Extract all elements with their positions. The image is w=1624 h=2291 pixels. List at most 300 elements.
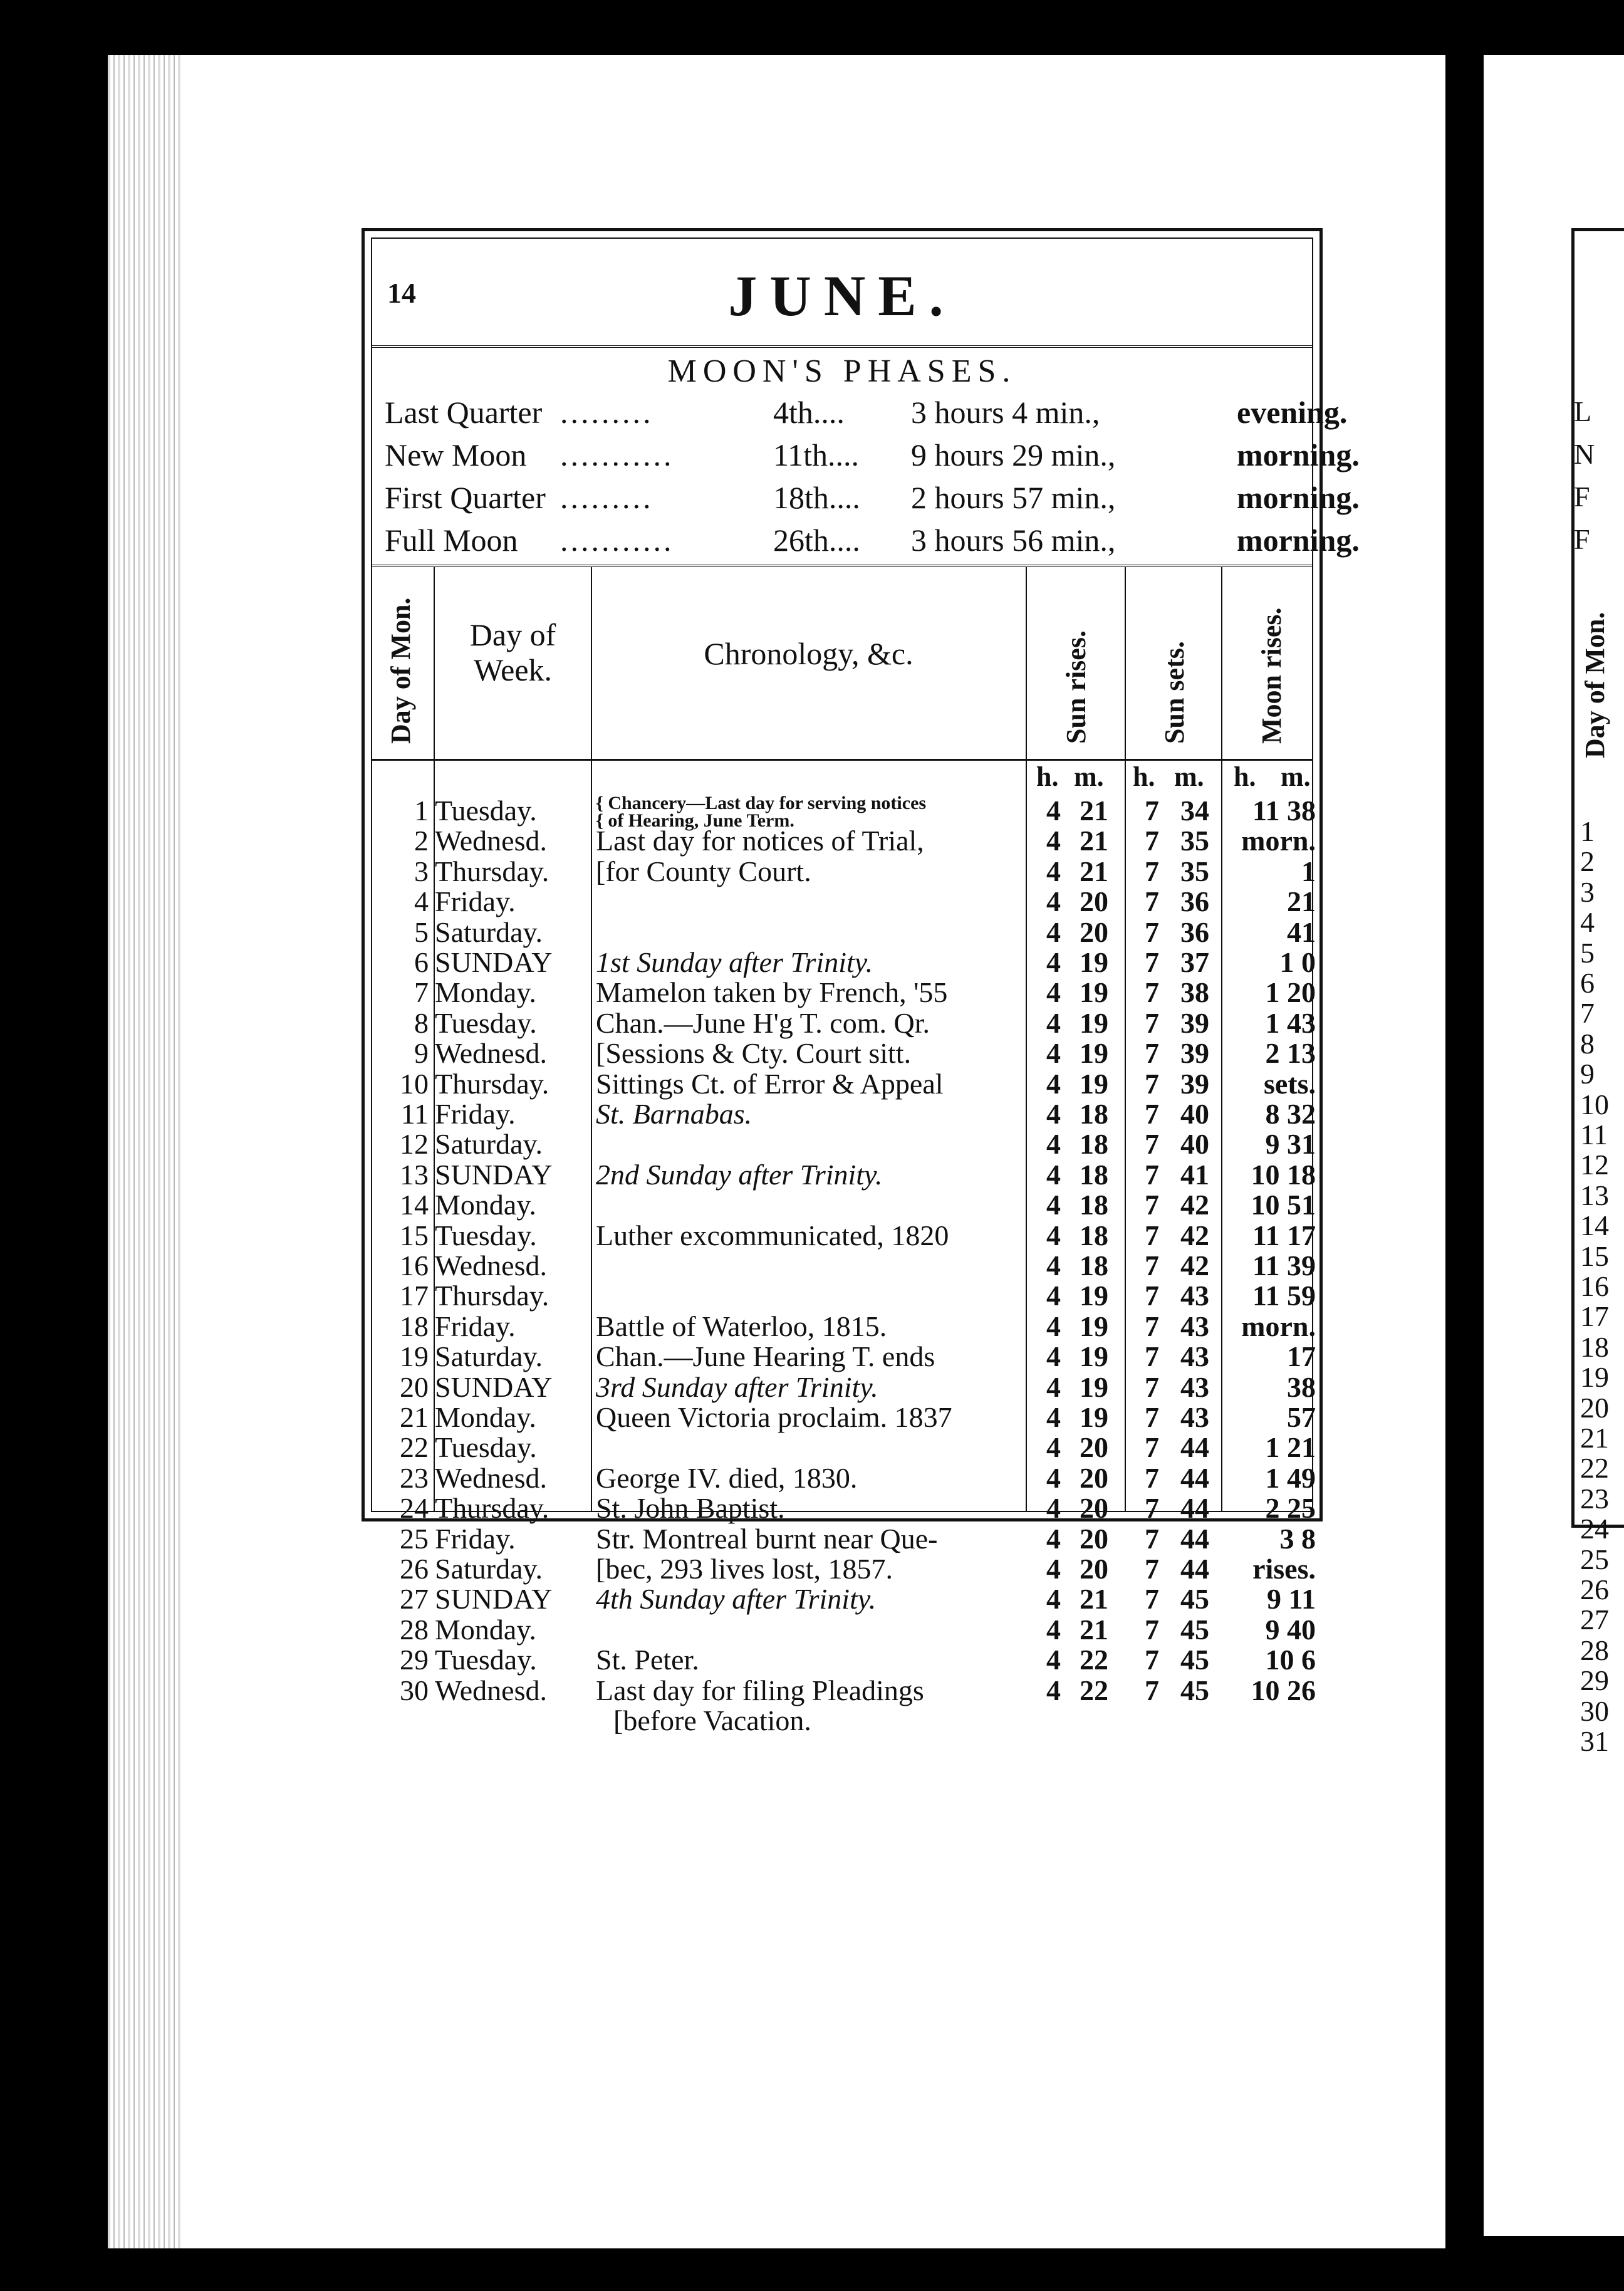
cell-ss_m: 43	[1180, 1370, 1209, 1403]
cell-sr_m: 18	[1080, 1250, 1108, 1281]
cell-day: 12	[400, 1128, 429, 1161]
cell-weekday: Friday.	[435, 1310, 516, 1342]
right-page-day-number: 6	[1580, 967, 1595, 999]
cell-sr_h: 4	[1046, 795, 1061, 827]
cell-moon: 38	[1287, 1370, 1316, 1403]
cell-sr_h: 4	[1046, 1522, 1061, 1555]
cell-sr_m: 18	[1080, 1219, 1108, 1251]
book-spine-edge	[108, 55, 183, 2248]
cell-weekday: Wednesd.	[435, 825, 547, 857]
right-page-day-number: 14	[1580, 1209, 1609, 1242]
right-page-day-number: 18	[1580, 1330, 1609, 1363]
cell-chronology: Str. Montreal burnt near Que-	[596, 1522, 938, 1555]
cell-ss_m: 42	[1180, 1219, 1209, 1251]
cell-weekday: Wednesd.	[435, 1037, 547, 1070]
moon-phase-time: 9 hours 29 min.,	[911, 437, 1116, 472]
cell-chronology-continued: { of Hearing, June Term.	[596, 810, 794, 831]
moon-rises-h-label: h.	[1234, 761, 1256, 792]
cell-ss_m: 39	[1180, 1037, 1209, 1070]
cell-ss_m: 42	[1180, 1189, 1209, 1221]
cell-weekday: Monday.	[435, 976, 536, 1009]
cell-weekday: Saturday.	[435, 1128, 543, 1161]
cell-chronology: Last day for notices of Trial,	[596, 825, 924, 857]
right-page-day-number: 10	[1580, 1088, 1609, 1120]
cell-day: 30	[400, 1674, 429, 1706]
moon-rises-header: Moon rises.	[1256, 607, 1287, 744]
cell-chronology: [for County Court.	[596, 855, 811, 887]
cell-weekday: Monday.	[435, 1613, 536, 1646]
cell-weekday: Wednesd.	[435, 1250, 547, 1281]
cell-ss_h: 7	[1145, 1674, 1159, 1706]
right-page-day-number: 5	[1580, 936, 1595, 969]
cell-moon: 11 39	[1252, 1250, 1316, 1281]
right-page-day-number: 22	[1580, 1452, 1609, 1485]
cell-day: 29	[400, 1644, 429, 1676]
cell-day: 20	[400, 1370, 429, 1403]
cell-ss_h: 7	[1145, 1037, 1159, 1070]
cell-sr_h: 4	[1046, 1613, 1061, 1646]
cell-chronology: Chan.—June H'g T. com. Qr.	[596, 1006, 930, 1039]
right-page-day-number: 9	[1580, 1058, 1595, 1090]
cell-sr_m: 19	[1080, 1310, 1108, 1342]
right-page-day-number: 2	[1580, 845, 1595, 878]
cell-day: 8	[414, 1006, 429, 1039]
cell-ss_m: 36	[1180, 916, 1209, 948]
cell-moon: rises.	[1252, 1553, 1316, 1585]
right-page-phase-initial: F	[1574, 481, 1590, 513]
right-page-phase-initial: F	[1574, 523, 1590, 555]
cell-chronology: Battle of Waterloo, 1815.	[596, 1310, 887, 1342]
cell-ss_m: 43	[1180, 1340, 1209, 1373]
cell-sr_m: 20	[1080, 916, 1108, 948]
cell-moon: 1	[1301, 855, 1316, 887]
cell-sr_m: 20	[1080, 1431, 1108, 1464]
cell-sr_m: 20	[1080, 1461, 1108, 1494]
cell-chronology: [bec, 293 lives lost, 1857.	[596, 1553, 893, 1585]
cell-day: 5	[414, 916, 429, 948]
moon-phase-row	[372, 390, 1348, 433]
cell-weekday: Tuesday.	[435, 1644, 537, 1676]
cell-sr_h: 4	[1046, 825, 1061, 857]
cell-ss_m: 39	[1180, 1067, 1209, 1100]
cell-chronology: Queen Victoria proclaim. 1837	[596, 1401, 952, 1433]
cell-sr_m: 21	[1080, 795, 1108, 827]
cell-chronology: Sittings Ct. of Error & Appeal	[596, 1067, 944, 1100]
cell-day: 13	[400, 1158, 429, 1191]
cell-ss_h: 7	[1145, 1644, 1159, 1676]
cell-moon: morn.	[1241, 825, 1316, 857]
cell-chronology: { Chancery—Last day for serving notices	[596, 793, 927, 813]
right-page-day-number: 30	[1580, 1694, 1609, 1727]
cell-chronology: George IV. died, 1830.	[596, 1461, 858, 1494]
cell-ss_h: 7	[1145, 1461, 1159, 1494]
cell-weekday: Saturday.	[435, 1553, 543, 1585]
cell-ss_h: 7	[1145, 1340, 1159, 1373]
cell-ss_h: 7	[1145, 1431, 1159, 1464]
cell-moon: 9 40	[1265, 1613, 1316, 1646]
cell-day: 22	[400, 1431, 429, 1464]
cell-moon: 10 26	[1251, 1674, 1316, 1706]
cell-sr_h: 4	[1046, 1098, 1061, 1130]
cell-day: 26	[400, 1553, 429, 1585]
page-header	[372, 239, 1312, 348]
cell-weekday: Saturday.	[435, 916, 543, 948]
cell-ss_m: 44	[1180, 1522, 1209, 1555]
cell-weekday: Thursday.	[435, 855, 549, 887]
cell-moon: 11 17	[1252, 1219, 1316, 1251]
cell-ss_h: 7	[1145, 795, 1159, 827]
cell-sr_m: 19	[1080, 1037, 1108, 1070]
cell-sr_m: 19	[1080, 1067, 1108, 1100]
right-page-day-number: 4	[1580, 906, 1595, 939]
right-page-day-number: 7	[1580, 997, 1595, 1030]
cell-day: 4	[414, 885, 429, 918]
cell-sr_h: 4	[1046, 1067, 1061, 1100]
cell-weekday: Monday.	[435, 1401, 536, 1433]
cell-ss_h: 7	[1145, 1280, 1159, 1312]
cell-sr_m: 19	[1080, 1006, 1108, 1039]
cell-moon: 9 11	[1267, 1583, 1316, 1615]
cell-ss_h: 7	[1145, 1219, 1159, 1251]
cell-sr_h: 4	[1046, 1492, 1061, 1525]
cell-ss_m: 45	[1180, 1613, 1209, 1646]
cell-day: 3	[414, 855, 429, 887]
cell-ss_h: 7	[1145, 946, 1159, 978]
cell-sr_m: 20	[1080, 1522, 1108, 1555]
cell-weekday: Tuesday.	[435, 1219, 537, 1251]
cell-ss_h: 7	[1145, 976, 1159, 1009]
cell-day: 24	[400, 1492, 429, 1525]
cell-sr_h: 4	[1046, 976, 1061, 1009]
cell-moon: 1 0	[1279, 946, 1316, 978]
almanac-inner-frame	[371, 237, 1360, 1736]
cell-sr_h: 4	[1046, 1310, 1061, 1342]
right-page-day-number: 11	[1580, 1119, 1608, 1151]
cell-ss_m: 39	[1180, 1006, 1209, 1039]
right-page-day-number: 26	[1580, 1573, 1609, 1605]
cell-weekday: Thursday.	[435, 1280, 549, 1312]
cell-sr_h: 4	[1046, 1583, 1061, 1615]
month-title: JUNE.	[728, 264, 956, 328]
cell-sr_m: 19	[1080, 1401, 1108, 1433]
cell-moon: 8 32	[1265, 1098, 1316, 1130]
cell-sr_m: 18	[1080, 1098, 1108, 1130]
cell-ss_m: 45	[1180, 1674, 1209, 1706]
cell-ss_h: 7	[1145, 1370, 1159, 1403]
cell-moon: 10 6	[1265, 1644, 1316, 1676]
right-page-day-number: 15	[1580, 1239, 1609, 1272]
right-page-day-number: 25	[1580, 1543, 1609, 1575]
cell-chronology: St. John Baptist.	[596, 1492, 785, 1525]
cell-sr_h: 4	[1046, 1461, 1061, 1494]
moon-phase-dots: ...........	[560, 437, 674, 472]
cell-weekday: Tuesday.	[435, 795, 537, 827]
cell-ss_m: 41	[1180, 1158, 1209, 1191]
cell-day: 2	[414, 825, 429, 857]
cell-day: 19	[400, 1340, 429, 1373]
cell-moon: 1 21	[1265, 1431, 1316, 1464]
cell-sr_m: 19	[1080, 1280, 1108, 1312]
cell-ss_m: 43	[1180, 1310, 1209, 1342]
right-page-day-number: 17	[1580, 1300, 1609, 1333]
cell-sr_h: 4	[1046, 1250, 1061, 1281]
day-of-week-header: Day of Week.	[469, 617, 556, 687]
cell-weekday: Friday.	[435, 1522, 516, 1555]
cell-weekday: Wednesd.	[435, 1674, 547, 1706]
cell-ss_h: 7	[1145, 1522, 1159, 1555]
cell-sr_m: 20	[1080, 885, 1108, 918]
cell-moon: 9 31	[1265, 1128, 1316, 1161]
cell-day: 7	[414, 976, 429, 1009]
moon-phase-row	[372, 518, 1360, 561]
cell-moon: 11 38	[1252, 795, 1316, 827]
cell-weekday: Tuesday.	[435, 1431, 537, 1464]
cell-sr_h: 4	[1046, 1674, 1061, 1706]
cell-chronology: 3rd Sunday after Trinity.	[596, 1370, 878, 1403]
cell-sr_m: 18	[1080, 1189, 1108, 1221]
cell-weekday: SUNDAY	[435, 1370, 553, 1403]
cell-sr_h: 4	[1046, 885, 1061, 918]
right-page-day-number: 31	[1580, 1725, 1609, 1757]
right-page-day-number: 19	[1580, 1361, 1609, 1394]
moon-phases	[372, 349, 1360, 567]
right-page-day-number: 8	[1580, 1027, 1595, 1060]
cell-chronology: [Sessions & Cty. Court sitt.	[596, 1037, 912, 1070]
cell-ss_m: 44	[1180, 1553, 1209, 1585]
cell-day: 17	[400, 1280, 429, 1312]
moon-phase-part: evening.	[1237, 395, 1348, 430]
moon-phase-dots: ...........	[560, 523, 674, 558]
right-page-day-number: 13	[1580, 1179, 1609, 1211]
moon-phases-title: MOON'S PHASES.	[667, 353, 1017, 389]
cell-moon: 1 20	[1265, 976, 1316, 1009]
cell-ss_h: 7	[1145, 1613, 1159, 1646]
cell-moon: 1 43	[1265, 1006, 1316, 1039]
cell-ss_h: 7	[1145, 1158, 1159, 1191]
sun-rises-m-label: m.	[1074, 761, 1104, 792]
cell-ss_h: 7	[1145, 1492, 1159, 1525]
cell-day: 9	[414, 1037, 429, 1070]
cell-chronology: 2nd Sunday after Trinity.	[596, 1158, 883, 1191]
cell-day: 6	[414, 946, 429, 978]
cell-moon: 2 25	[1265, 1492, 1316, 1525]
cell-sr_h: 4	[1046, 946, 1061, 978]
cell-weekday: Tuesday.	[435, 1006, 537, 1039]
cell-moon: 10 18	[1251, 1158, 1316, 1191]
cell-sr_h: 4	[1046, 855, 1061, 887]
moon-phase-day: 11th....	[773, 437, 860, 472]
cell-ss_h: 7	[1145, 1553, 1159, 1585]
cell-sr_m: 19	[1080, 946, 1108, 978]
cell-weekday: Thursday.	[435, 1067, 549, 1100]
cell-ss_h: 7	[1145, 1128, 1159, 1161]
cell-day: 21	[400, 1401, 429, 1433]
cell-moon: sets.	[1263, 1067, 1316, 1100]
cell-ss_h: 7	[1145, 1189, 1159, 1221]
cell-chronology: Last day for filing Pleadings	[596, 1674, 924, 1706]
moon-phase-part: morning.	[1237, 480, 1360, 515]
cell-day: 10	[400, 1067, 429, 1100]
cell-sr_h: 4	[1046, 1280, 1061, 1312]
moon-phase-name: New Moon	[385, 437, 527, 472]
cell-sr_h: 4	[1046, 1037, 1061, 1070]
cell-sr_m: 19	[1080, 1340, 1108, 1373]
moon-phase-part: morning.	[1237, 523, 1360, 558]
cell-sr_h: 4	[1046, 1219, 1061, 1251]
cell-chronology: Luther excommunicated, 1820	[596, 1219, 949, 1251]
calendar-table	[372, 567, 1316, 1736]
cell-ss_m: 40	[1180, 1098, 1209, 1130]
cell-ss_m: 37	[1180, 946, 1209, 978]
cell-chronology: Chan.—June Hearing T. ends	[596, 1340, 935, 1373]
cell-moon: 10 51	[1251, 1189, 1316, 1221]
right-page-day-number: 12	[1580, 1149, 1609, 1181]
cell-ss_m: 35	[1180, 855, 1209, 887]
cell-weekday: SUNDAY	[435, 1158, 553, 1191]
right-page-day-number: 23	[1580, 1482, 1609, 1515]
right-page-day-number: 1	[1580, 815, 1595, 847]
moon-phase-name: Full Moon	[385, 523, 518, 558]
cell-weekday: Monday.	[435, 1189, 536, 1221]
cell-moon: morn.	[1241, 1310, 1316, 1342]
moon-phase-time: 3 hours 56 min.,	[911, 523, 1116, 558]
right-page-day-number: 24	[1580, 1513, 1609, 1545]
cell-ss_h: 7	[1145, 825, 1159, 857]
cell-sr_m: 22	[1080, 1674, 1108, 1706]
moon-phase-day: 18th....	[773, 480, 860, 515]
right-page-day-number: 20	[1580, 1391, 1609, 1424]
right-page-phase-initial: N	[1574, 438, 1595, 470]
cell-ss_m: 40	[1180, 1128, 1209, 1161]
cell-ss_m: 43	[1180, 1401, 1209, 1433]
cell-sr_m: 21	[1080, 1613, 1108, 1646]
cell-chronology: Mamelon taken by French, '55	[596, 976, 948, 1009]
cell-ss_m: 44	[1180, 1461, 1209, 1494]
cell-ss_m: 42	[1180, 1250, 1209, 1281]
cell-sr_h: 4	[1046, 1553, 1061, 1585]
cell-day: 27	[400, 1583, 429, 1615]
cell-ss_m: 38	[1180, 976, 1209, 1009]
cell-ss_m: 45	[1180, 1583, 1209, 1615]
cell-moon: 41	[1287, 916, 1316, 948]
almanac-frame	[362, 228, 1360, 1736]
right-page-day-number: 21	[1580, 1422, 1609, 1454]
cell-ss_m: 36	[1180, 885, 1209, 918]
cell-sr_h: 4	[1046, 1189, 1061, 1221]
cell-sr_m: 19	[1080, 976, 1108, 1009]
moon-phase-dots: .........	[560, 480, 653, 515]
cell-sr_h: 4	[1046, 1128, 1061, 1161]
cell-sr_m: 21	[1080, 825, 1108, 857]
right-page-day-header: Day of Mon.	[1580, 612, 1610, 758]
table-row	[372, 1674, 1316, 1736]
page-number: 14	[387, 277, 416, 309]
moon-phase-time: 3 hours 4 min.,	[911, 395, 1100, 430]
cell-chronology: 4th Sunday after Trinity.	[596, 1583, 877, 1615]
cell-sr_h: 4	[1046, 1158, 1061, 1191]
cell-weekday: SUNDAY	[435, 946, 553, 978]
cell-moon: 57	[1287, 1401, 1316, 1433]
cell-weekday: Friday.	[435, 885, 516, 918]
moon-phase-time: 2 hours 57 min.,	[911, 480, 1116, 515]
cell-sr_h: 4	[1046, 1644, 1061, 1676]
cell-sr_m: 20	[1080, 1553, 1108, 1585]
cell-ss_m: 45	[1180, 1644, 1209, 1676]
cell-weekday: SUNDAY	[435, 1583, 553, 1615]
sun-rises-header: Sun rises.	[1061, 630, 1091, 744]
cell-chronology: 1st Sunday after Trinity.	[596, 946, 873, 978]
cell-chronology-continued: [before Vacation.	[613, 1704, 811, 1736]
cell-moon: 2 13	[1265, 1037, 1316, 1070]
cell-ss_h: 7	[1145, 916, 1159, 948]
cell-day: 16	[400, 1250, 429, 1281]
cell-day: 1	[414, 795, 429, 827]
hours-minutes-row	[372, 759, 1312, 792]
cell-sr_h: 4	[1046, 1370, 1061, 1403]
cell-ss_h: 7	[1145, 1067, 1159, 1100]
right-page-day-number: 27	[1580, 1604, 1609, 1636]
cell-sr_h: 4	[1046, 1340, 1061, 1373]
day-of-month-header: Day of Mon.	[385, 597, 416, 744]
cell-weekday: Thursday.	[435, 1492, 549, 1525]
sun-rises-h-label: h.	[1036, 761, 1059, 792]
sun-sets-m-label: m.	[1174, 761, 1204, 792]
cell-day: 28	[400, 1613, 429, 1646]
cell-weekday: Wednesd.	[435, 1461, 547, 1494]
cell-sr_m: 18	[1080, 1158, 1108, 1191]
cell-ss_h: 7	[1145, 1098, 1159, 1130]
chronology-header: Chronology, &c.	[704, 636, 914, 671]
cell-ss_m: 44	[1180, 1492, 1209, 1525]
moon-phase-name: Last Quarter	[385, 395, 543, 430]
cell-sr_m: 18	[1080, 1128, 1108, 1161]
right-page-phase-initial: L	[1574, 395, 1592, 427]
moon-phase-row	[372, 433, 1360, 476]
cell-ss_h: 7	[1145, 1401, 1159, 1433]
cell-moon: 21	[1287, 885, 1316, 918]
cell-ss_m: 43	[1180, 1280, 1209, 1312]
right-page-day-number: 16	[1580, 1270, 1609, 1302]
cell-ss_h: 7	[1145, 1310, 1159, 1342]
cell-ss_h: 7	[1145, 1006, 1159, 1039]
cell-chronology: St. Barnabas.	[596, 1098, 752, 1130]
cell-sr_h: 4	[1046, 1401, 1061, 1433]
cell-day: 18	[400, 1310, 429, 1342]
right-page-day-number: 29	[1580, 1664, 1609, 1697]
sun-sets-h-label: h.	[1133, 761, 1155, 792]
cell-sr_h: 4	[1046, 1006, 1061, 1039]
moon-phase-day: 26th....	[773, 523, 860, 558]
cell-sr_m: 19	[1080, 1370, 1108, 1403]
cell-moon: 3 8	[1279, 1522, 1316, 1555]
cell-sr_h: 4	[1046, 1431, 1061, 1464]
cell-sr_m: 21	[1080, 1583, 1108, 1615]
cell-day: 14	[400, 1189, 429, 1221]
cell-sr_h: 4	[1046, 916, 1061, 948]
cell-day: 23	[400, 1461, 429, 1494]
cell-ss_h: 7	[1145, 1250, 1159, 1281]
cell-day: 25	[400, 1522, 429, 1555]
cell-weekday: Saturday.	[435, 1340, 543, 1373]
cell-ss_h: 7	[1145, 885, 1159, 918]
cell-day: 11	[400, 1098, 429, 1130]
moon-phase-part: morning.	[1237, 437, 1360, 472]
cell-ss_h: 7	[1145, 855, 1159, 887]
moon-phase-row	[372, 476, 1360, 518]
cell-sr_m: 22	[1080, 1644, 1108, 1676]
cell-ss_m: 34	[1180, 795, 1209, 827]
cell-sr_m: 20	[1080, 1492, 1108, 1525]
